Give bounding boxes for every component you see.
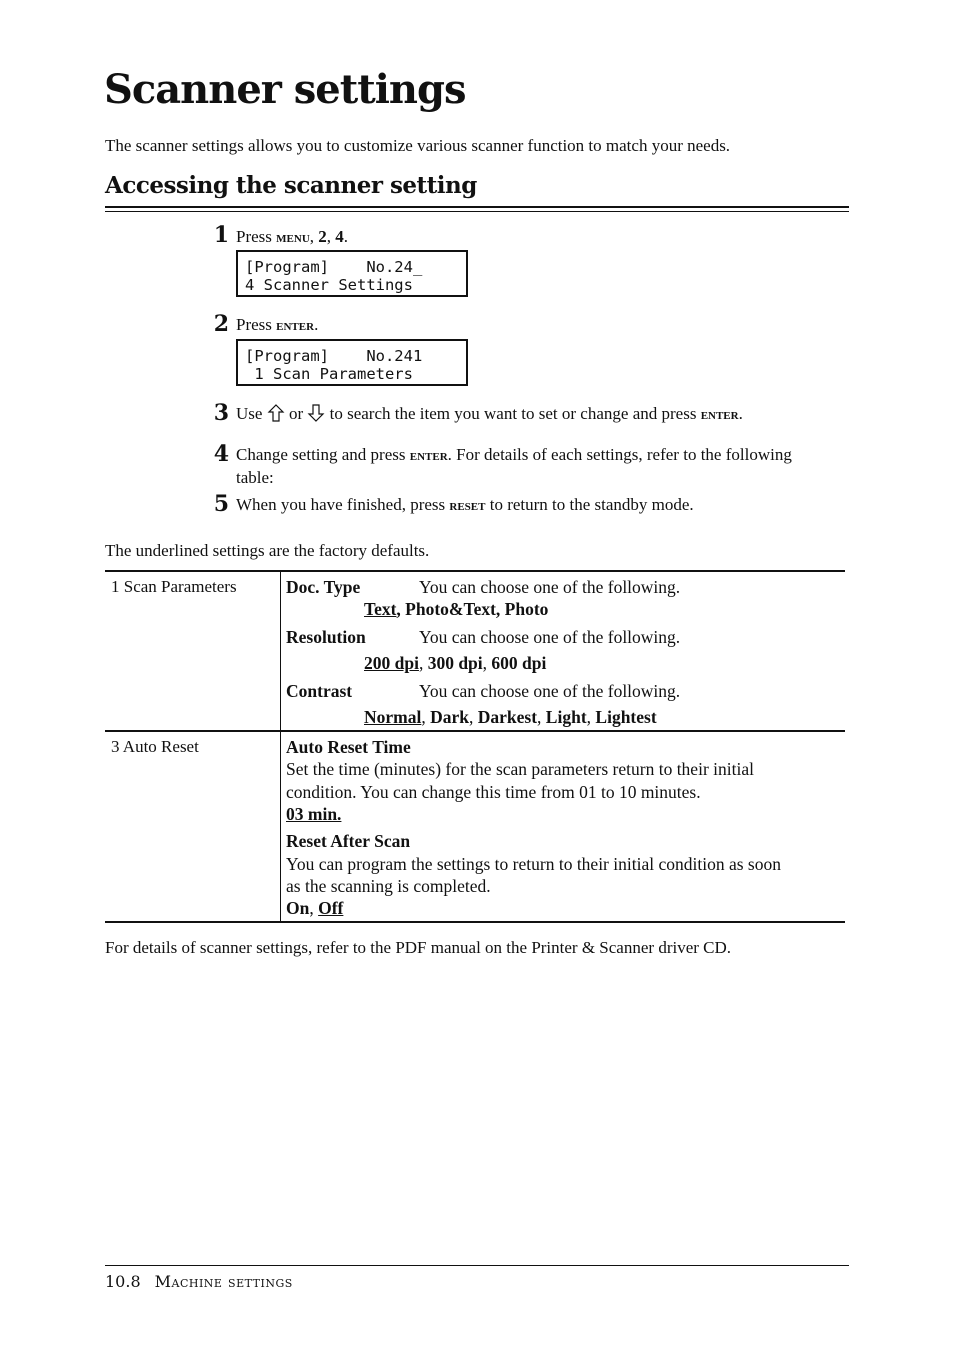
auto-reset-time-line-2: condition. You can change this time from 01 to 10 minutes. — [286, 782, 701, 802]
comma: , — [309, 898, 319, 918]
menu-key: menu — [276, 230, 310, 246]
footer-section-title: Machine settings — [154, 1272, 293, 1291]
enter-key: enter — [409, 448, 448, 464]
lcd-1-line-1: [Program] No.24_ — [245, 258, 423, 276]
reset-after-scan-default: Off — [318, 898, 344, 918]
resolution-label: Resolution — [286, 627, 366, 647]
contrast-label: Contrast — [286, 681, 353, 701]
table-top-rule — [105, 570, 845, 572]
auto-reset-time-label: Auto Reset Time — [286, 737, 411, 757]
heading-rule-thick — [105, 206, 849, 208]
section-heading: Accessing the scanner setting — [105, 172, 477, 199]
resolution-desc: You can choose one of the following. — [419, 627, 681, 647]
step-5-body-b: to return to the standby mode. — [485, 495, 694, 514]
comma: , — [537, 707, 546, 727]
lcd-display-2 — [236, 339, 468, 386]
step-3-use: Use — [236, 404, 267, 423]
resolution-300: 300 dpi — [427, 653, 483, 673]
step-4-body-b: . For details of each settings, refer to the following — [447, 445, 792, 464]
doc-type-desc: You can choose one of the following. — [419, 577, 681, 597]
intro-paragraph: The scanner settings allows you to customize various scanner function to match your needs. — [105, 136, 731, 155]
reset-after-scan-options — [286, 897, 343, 919]
factory-defaults-note: The underlined settings are the factory defaults. — [105, 541, 430, 560]
page-number: 10.8 — [105, 1272, 141, 1291]
lcd-2-line-2: 1 Scan Parameters — [245, 365, 413, 383]
reset-after-scan-label: Reset After Scan — [286, 831, 411, 851]
step-1-text — [236, 226, 836, 249]
step-2-press: Press — [236, 315, 277, 334]
step-3-or: or — [284, 404, 308, 423]
step-5-number: 5 — [213, 491, 229, 517]
doc-type-others: , Photo&Text, Photo — [396, 599, 549, 619]
auto-reset-time-default: 03 min. — [286, 804, 342, 824]
comma: , — [421, 707, 431, 727]
key-4: 4 — [335, 227, 344, 246]
contrast-lightest: Lightest — [595, 707, 657, 727]
lcd-display-1 — [236, 250, 468, 297]
lcd-1-line-2: 4 Scanner Settings — [245, 276, 413, 294]
step-2-end: . — [314, 315, 319, 334]
step-5-text — [236, 494, 836, 517]
comma: , — [586, 707, 596, 727]
step-1-sep2: , — [326, 227, 336, 246]
step-4-body-c: table: — [236, 468, 274, 487]
step-1-number: 1 — [213, 222, 229, 248]
contrast-darkest: Darkest — [477, 707, 538, 727]
step-5-body-a: When you have finished, press — [236, 495, 450, 514]
doc-type-options — [364, 598, 548, 620]
step-1-press: Press — [236, 227, 277, 246]
comma: , — [418, 653, 428, 673]
comma: , — [482, 653, 492, 673]
enter-key: enter — [276, 318, 315, 334]
down-arrow-key-icon — [307, 404, 325, 422]
reset-after-scan-line-2: as the scanning is completed. — [286, 876, 491, 896]
reset-after-scan-line-1: You can program the settings to return to their initial condition as soon — [286, 854, 781, 874]
row-label-auto-reset: 3 Auto Reset — [111, 737, 199, 756]
page-title: Scanner settings — [104, 66, 466, 113]
step-4-body-a: Change setting and press — [236, 445, 410, 464]
step-4-number: 4 — [213, 441, 229, 467]
doc-type-label: Doc. Type — [286, 577, 361, 597]
row-label-scan-parameters: 1 Scan Parameters — [111, 577, 237, 596]
contrast-default: Normal — [364, 707, 422, 727]
resolution-options — [364, 652, 546, 674]
step-1-end: . — [343, 227, 349, 246]
resolution-default: 200 dpi — [364, 653, 419, 673]
table-middle-rule — [105, 730, 845, 732]
step-3-number: 3 — [213, 400, 229, 426]
lcd-2-line-1: [Program] No.241 — [245, 347, 423, 365]
table-bottom-rule — [105, 921, 845, 923]
contrast-dark: Dark — [430, 707, 469, 727]
step-3-body: to search the item you want to set or change and press — [325, 404, 701, 423]
up-arrow-key-icon — [267, 404, 285, 422]
doc-type-default: Text — [364, 599, 397, 619]
step-2-number: 2 — [213, 311, 229, 337]
step-2-text — [236, 314, 836, 337]
contrast-options — [364, 706, 657, 728]
step-1-sep1: , — [309, 227, 319, 246]
reset-after-scan-on: On — [286, 898, 310, 918]
reset-key: reset — [449, 498, 486, 514]
heading-rule-thin — [105, 211, 849, 212]
step-4-text — [236, 444, 836, 488]
comma: , — [469, 707, 478, 727]
contrast-light: Light — [545, 707, 587, 727]
auto-reset-time-line-1: Set the time (minutes) for the scan parameters return to their initial — [286, 759, 754, 779]
table-column-divider — [280, 572, 281, 921]
page-footer — [105, 1272, 293, 1291]
key-2: 2 — [318, 227, 327, 246]
step-3-end: . — [738, 404, 743, 423]
enter-key: enter — [700, 407, 739, 423]
footer-rule — [105, 1265, 849, 1266]
contrast-desc: You can choose one of the following. — [419, 681, 681, 701]
resolution-600: 600 dpi — [491, 653, 547, 673]
step-3-text — [236, 403, 836, 426]
details-note: For details of scanner settings, refer to the PDF manual on the Printer & Scanner driver CD. — [105, 938, 732, 957]
